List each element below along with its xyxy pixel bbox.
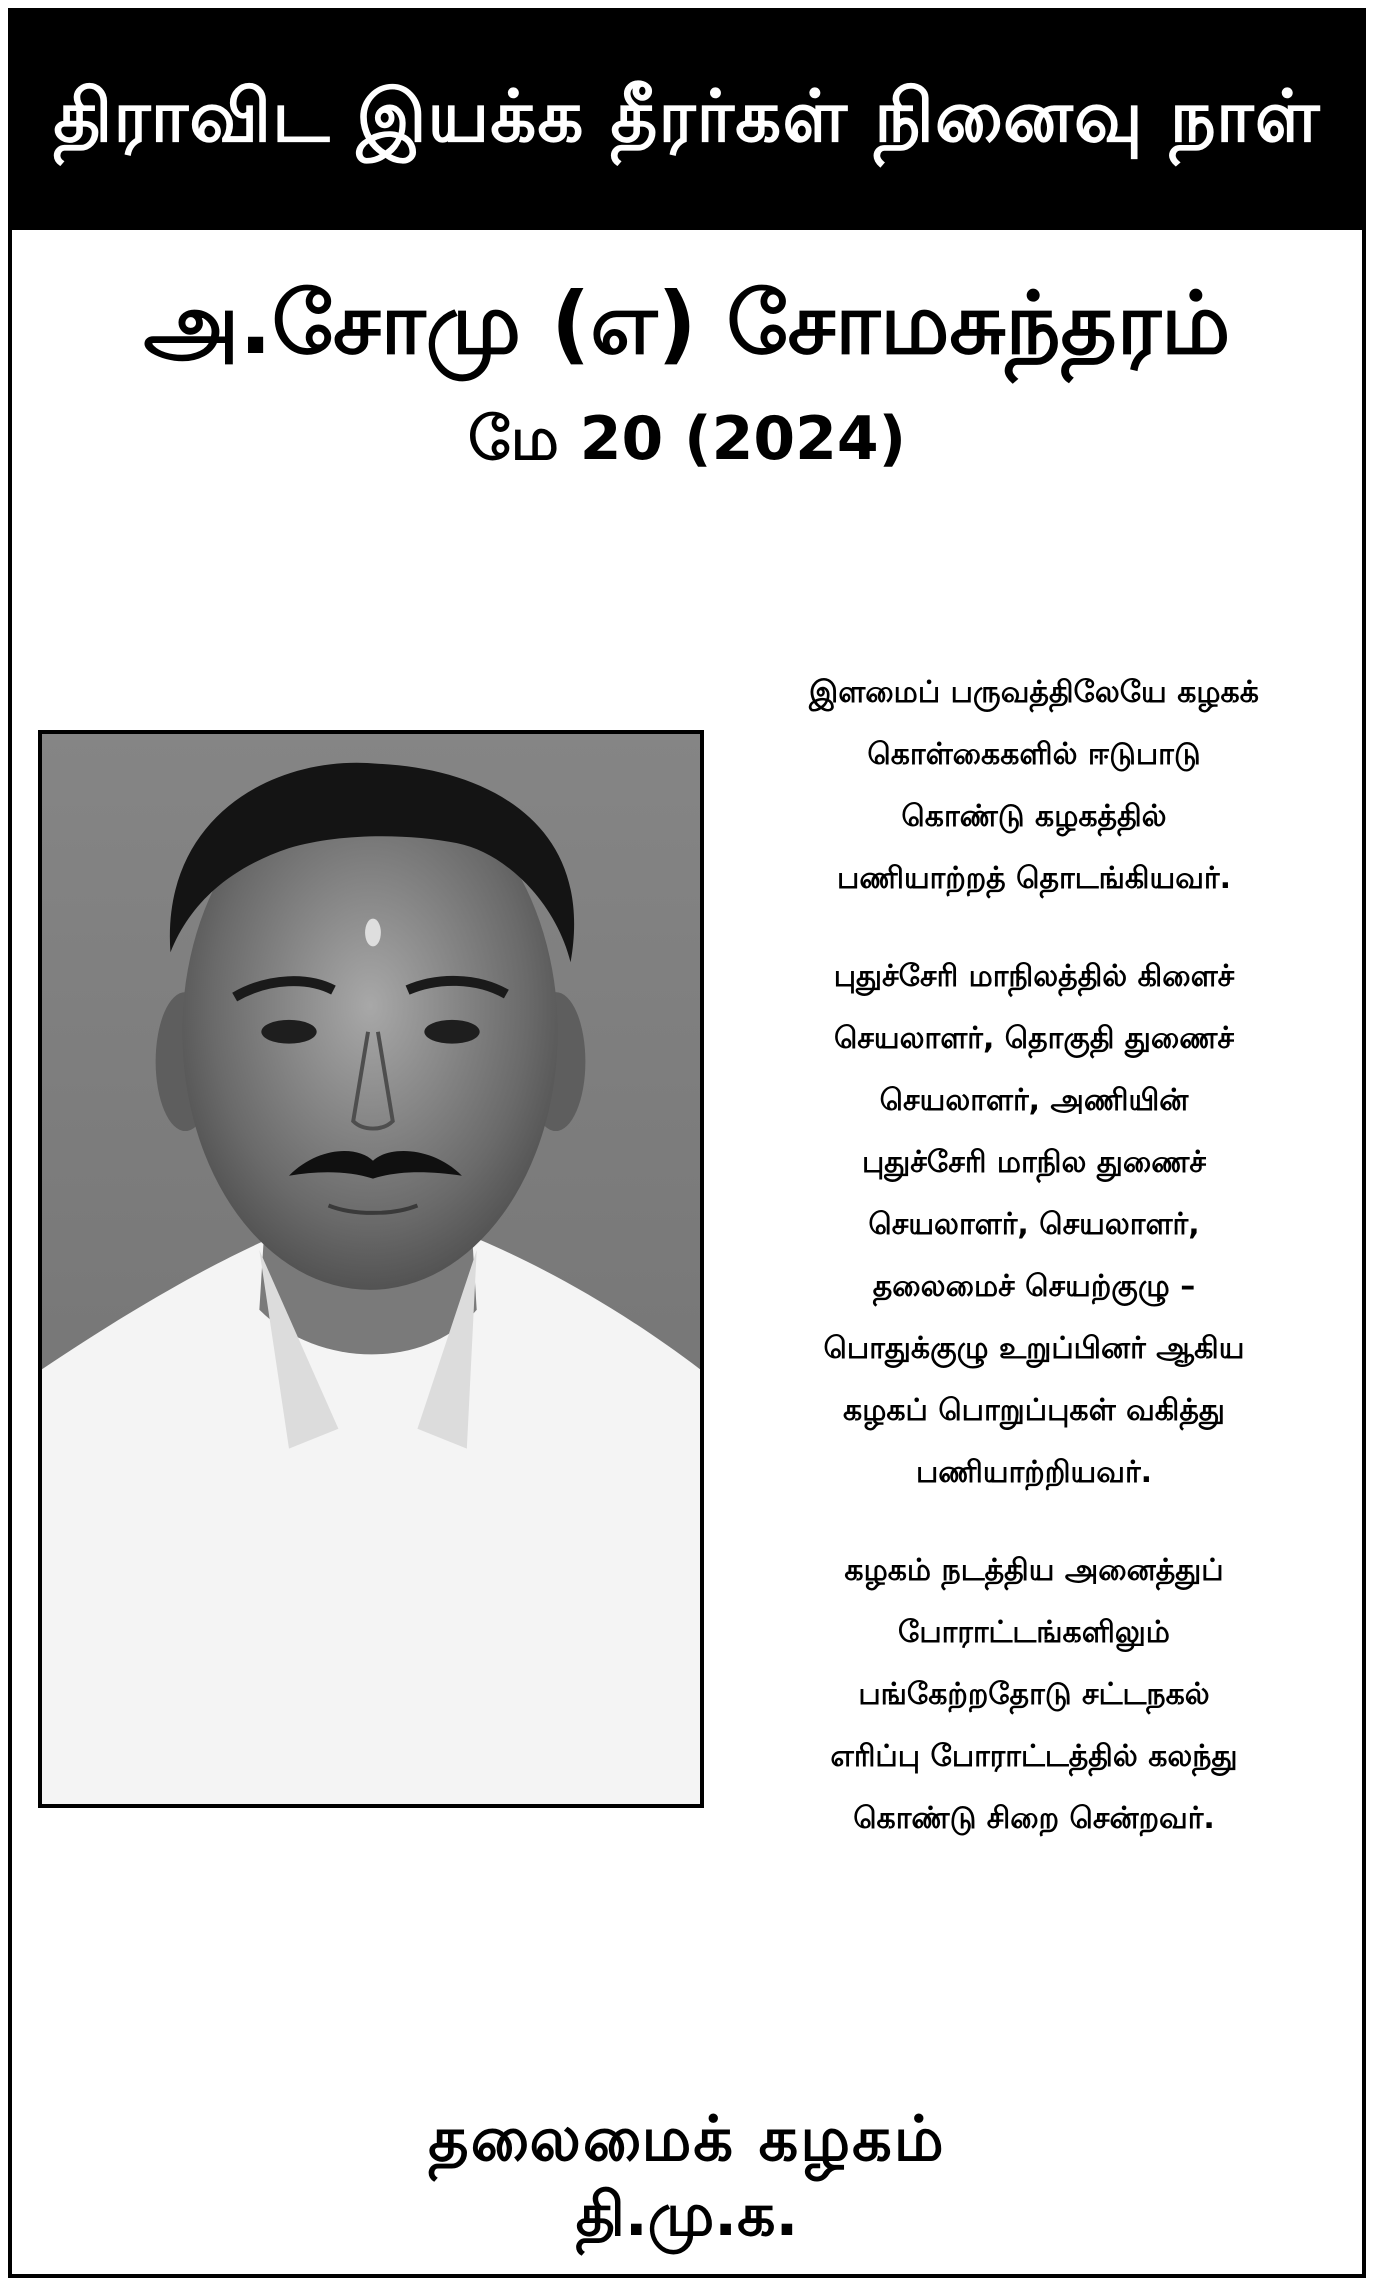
bio-line: கொள்கைகளில் ஈடுபாடு	[867, 737, 1201, 772]
bio-paragraph-2	[714, 946, 1354, 1504]
biography-text	[714, 662, 1354, 1886]
bio-line: கொண்டு கழகத்தில்	[901, 799, 1167, 834]
bio-line: செயலாளர், செயலாளர்,	[868, 1207, 1200, 1242]
bio-line: செயலாளர், அணியின்	[879, 1083, 1189, 1118]
bio-line: புதுச்சேரி மாநிலத்தில் கிளைச்	[833, 959, 1235, 994]
memorial-notice	[8, 8, 1366, 2278]
footer-party-name: தி.மு.க.	[575, 2180, 799, 2250]
bio-line: தலைமைச் செயற்குழு –	[872, 1269, 1196, 1304]
bio-paragraph-3	[714, 1540, 1354, 1850]
bio-line: கழகம் நடத்திய அனைத்துப்	[844, 1553, 1224, 1588]
bio-line: இளமைப் பருவத்திலேயே கழகக்	[809, 675, 1259, 710]
header-title: திராவிட இயக்க தீரர்கள் நினைவு நாள்	[53, 74, 1321, 158]
bio-line: பணியாற்றத் தொடங்கியவர்.	[837, 861, 1231, 896]
portrait-photo	[38, 730, 704, 1808]
bio-line: போராட்டங்களிலும்	[898, 1615, 1170, 1650]
bio-line: எரிப்பு போராட்டத்தில் கலந்து	[830, 1739, 1238, 1774]
header-bar	[12, 12, 1362, 230]
footer-organization: தலைமைக் கழகம்	[428, 2102, 946, 2175]
bio-line: கழகப் பொறுப்புகள் வகித்து	[843, 1393, 1225, 1428]
memorial-date: மே 20 (2024)	[468, 404, 906, 474]
bio-line: பங்கேற்றதோடு சட்டநகல்	[858, 1677, 1210, 1712]
bio-line: கொண்டு சிறை சென்றவர்.	[853, 1801, 1215, 1836]
bio-paragraph-1	[714, 662, 1354, 910]
bio-line: பணியாற்றியவர்.	[915, 1455, 1153, 1490]
person-name: அ.சோமு (எ) சோமசுந்தரம்	[143, 274, 1231, 374]
bio-line: செயலாளர், தொகுதி துணைச்	[833, 1021, 1235, 1056]
bio-line: பொதுக்குழு உறுப்பினர் ஆகிய	[823, 1331, 1245, 1366]
bio-line: புதுச்சேரி மாநில துணைச்	[861, 1145, 1207, 1180]
